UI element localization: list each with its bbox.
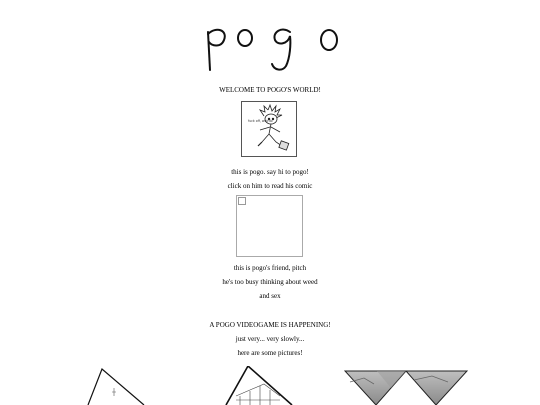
pitch-desc-text-2: and sex (259, 292, 281, 300)
pogo-logo (198, 18, 348, 74)
pogo-intro-text: this is pogo. say hi to pogo! (231, 168, 309, 176)
pogo-sketch-icon (242, 102, 296, 156)
game-screenshot-1[interactable] (86, 366, 146, 405)
pogo-comic-hint: click on him to read his comic (227, 182, 313, 190)
sketch-caption: fuck off, weirdo (248, 119, 273, 123)
videogame-heading: A POGO VIDEOGAME IS HAPPENING! (209, 321, 331, 329)
welcome-heading: WELCOME TO POGO'S WORLD! (219, 86, 321, 94)
game-screenshot-3[interactable] (344, 366, 468, 405)
game-screenshot-2[interactable] (224, 366, 294, 405)
pitch-image-broken (236, 195, 303, 257)
pictures-intro-text: here are some pictures! (237, 349, 303, 357)
pitch-desc-text: he's too busy thinking about weed (222, 278, 318, 286)
pogo-comic-link-image[interactable] (241, 101, 297, 157)
videogame-subtext: just very... very slowly... (235, 335, 305, 343)
pitch-intro-text: this is pogo's friend, pitch (233, 264, 307, 272)
broken-image-icon (238, 197, 246, 205)
